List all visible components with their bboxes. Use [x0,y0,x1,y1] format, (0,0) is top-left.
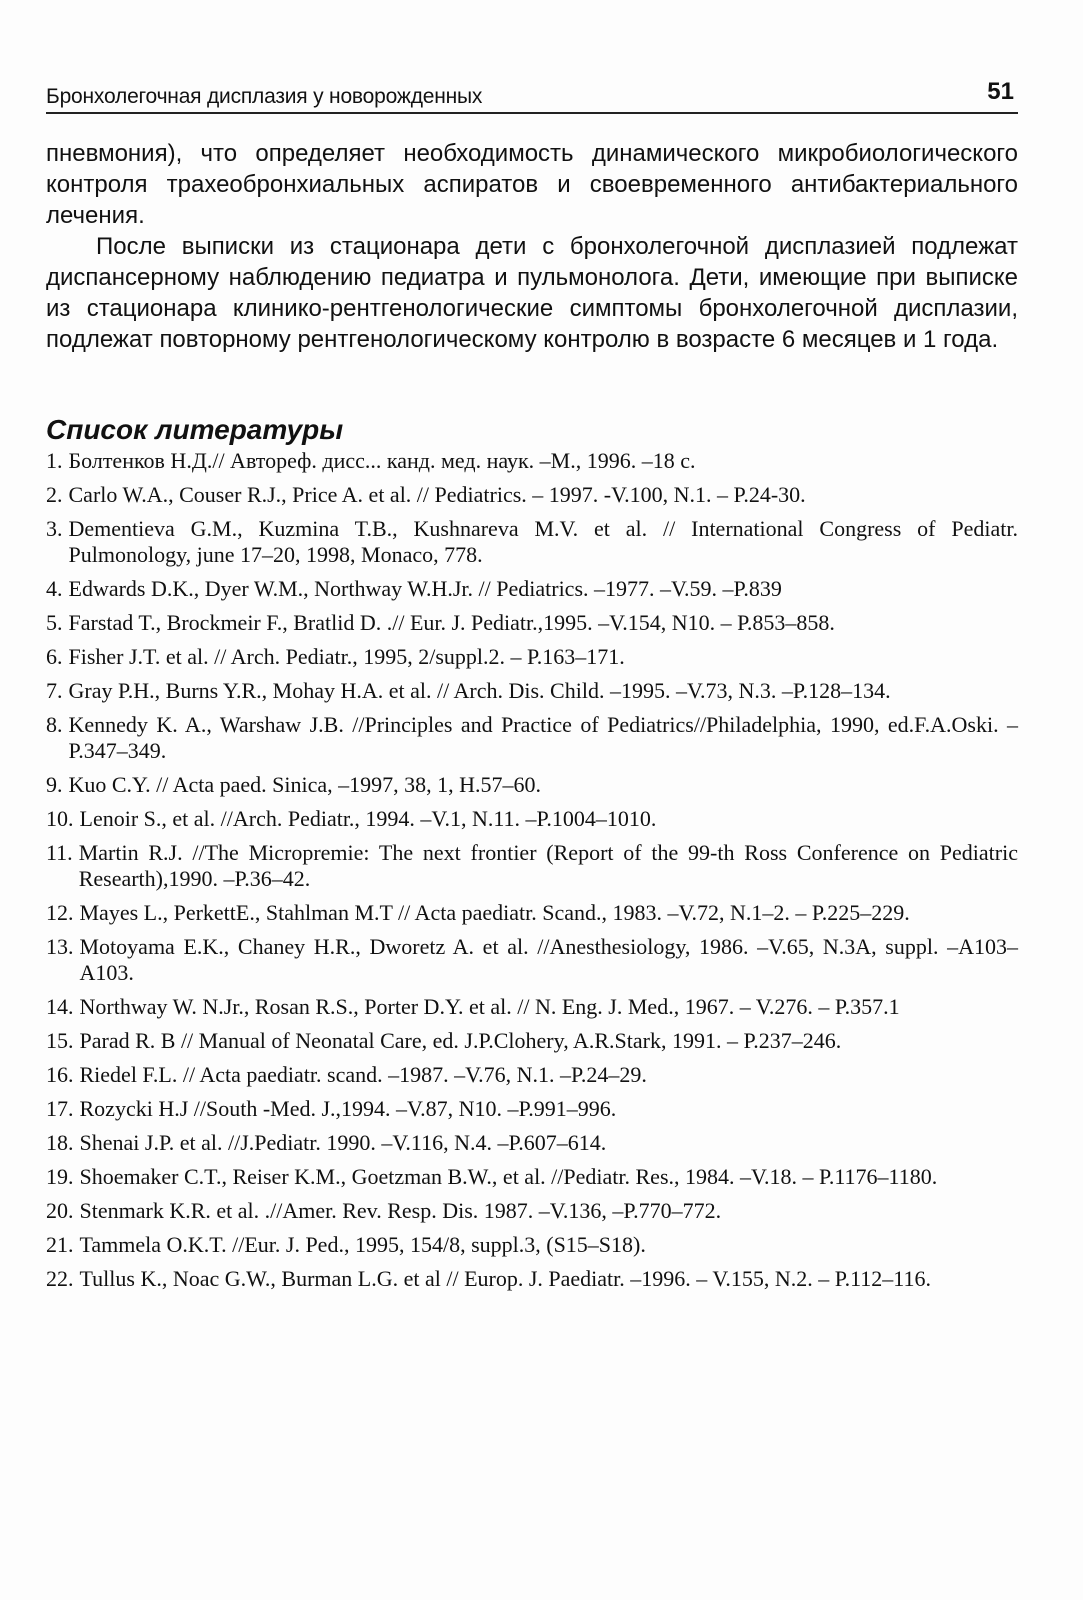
reference-item [46,576,1018,602]
reference-item [46,448,1018,474]
reference-number: 7. [46,678,63,703]
reference-number: 2. [46,482,63,507]
reference-text: Rozycki H.J //South -Med. J.,1994. –V.87, N10. –P.991–996. [79,1096,617,1121]
reference-number: 16. [46,1062,74,1087]
paragraph: После выписки из стационара дети с бронхолегочной дисплазией подлежат диспансерному наблюдению педиатра и пульмонолога. Дети, имеющие при выписке из стационара клинико-рентгенологические симптомы бронхолегочной дисплазии, подлежат повторному рентгенологическому контролю в возрасте 6 месяцев и 1 года. [46,233,1018,353]
reference-number: 19. [46,1164,74,1189]
reference-item [46,712,1018,764]
reference-number: 14. [46,994,74,1019]
reference-number: 1. [46,448,63,473]
references-heading: Список литературы [46,414,344,445]
reference-item [46,806,1018,832]
reference-item [46,772,1018,798]
reference-item [46,1164,1018,1190]
body-text [46,138,1018,355]
reference-text: Kuo C.Y. // Acta paed. Sinica, –1997, 38, 1, H.57–60. [68,772,542,797]
reference-number: 8. [46,712,63,737]
reference-text: Tammela O.K.T. //Eur. J. Ped., 1995, 154/8, suppl.3, (S15–S18). [79,1232,646,1257]
reference-item [46,516,1018,568]
page-number: 51 [987,78,1014,105]
reference-item [46,900,1018,926]
reference-number: 17. [46,1096,74,1121]
reference-text: Edwards D.K., Dyer W.M., Northway W.H.Jr. // Pediatrics. –1977. –V.59. –P.839 [68,576,782,601]
reference-number: 22. [46,1266,74,1291]
reference-item [46,1130,1018,1156]
reference-number: 12. [46,900,74,925]
running-header [46,78,1018,114]
reference-item [46,610,1018,636]
reference-item [46,644,1018,670]
reference-item [46,1232,1018,1258]
reference-text: Shoemaker C.T., Reiser K.M., Goetzman B.W., et al. //Pediatr. Res., 1984. –V.18. – P.1176–1180. [79,1164,938,1189]
reference-text: Stenmark K.R. et al. .//Amer. Rev. Resp. Dis. 1987. –V.136, –P.770–772. [79,1198,722,1223]
reference-text: Болтенков Н.Д.// Автореф. дисс... канд. мед. наук. –М., 1996. –18 с. [68,448,696,473]
reference-text: Gray P.H., Burns Y.R., Mohay H.A. et al. // Arch. Dis. Child. –1995. –V.73, N.3. –P.128–134. [68,678,891,703]
reference-item [46,1266,1018,1292]
reference-item [46,1096,1018,1122]
reference-number: 3. [46,516,63,541]
reference-number: 9. [46,772,63,797]
reference-text: Tullus K., Noac G.W., Burman L.G. et al // Europ. J. Paediatr. –1996. – V.155, N.2. – P.112–116. [79,1266,931,1291]
reference-number: 10. [46,806,74,831]
reference-number: 4. [46,576,63,601]
reference-text: Mayes L., PerkettE., Stahlman M.T // Acta paediatr. Scand., 1983. –V.72, N.1–2. – P.225–229. [79,900,910,925]
reference-number: 18. [46,1130,74,1155]
reference-text: Parad R. B // Manual of Neonatal Care, ed. J.P.Clohery, A.R.Stark, 1991. – P.237–246. [79,1028,842,1053]
reference-text: Dementieva G.M., Kuzmina T.B., Kushnareva M.V. et al. // International Congress of Pediatr. Pulmonology, june 17–20, 1998, Monaco, 778. [68,516,1018,567]
reference-number: 21. [46,1232,74,1257]
reference-text: Carlo W.A., Couser R.J., Price A. et al. // Pediatrics. – 1997. -V.100, N.1. – P.24-30. [68,482,806,507]
reference-number: 15. [46,1028,74,1053]
reference-number: 11. [46,840,73,865]
reference-text: Shenai J.P. et al. //J.Pediatr. 1990. –V.116, N.4. –P.607–614. [79,1130,607,1155]
reference-text: Martin R.J. //The Micropremie: The next frontier (Report of the 99-th Ross Conference on Pediatric Researth),1990. –P.36–42. [78,840,1018,891]
paragraph-continuation: пневмония), что определяет необходимость динамического микробиологического контроля трахеобронхиальных аспиратов и своевременного антибактериального лечения. [46,140,1018,229]
reference-list [46,448,1018,1300]
reference-item [46,482,1018,508]
running-title: Бронхолегочная дисплазия у новорожденных [46,85,483,108]
reference-number: 5. [46,610,63,635]
reference-item [46,994,1018,1020]
reference-item [46,1198,1018,1224]
reference-text: Fisher J.T. et al. // Arch. Pediatr., 1995, 2/suppl.2. – P.163–171. [68,644,625,669]
reference-text: Motoyama E.K., Chaney H.R., Dworetz A. et al. //Anesthesiology, 1986. –V.65, N.3A, suppl. –A103–A103. [79,934,1018,985]
reference-item [46,678,1018,704]
reference-item [46,934,1018,986]
reference-text: Kennedy K. A., Warshaw J.B. //Principles and Practice of Pediatrics//Philadelphia, 1990, ed.F.A.Oski. –P.347–349. [68,712,1018,763]
reference-number: 6. [46,644,63,669]
reference-text: Riedel F.L. // Acta paediatr. scand. –1987. –V.76, N.1. –P.24–29. [79,1062,647,1087]
reference-item [46,840,1018,892]
reference-item [46,1028,1018,1054]
reference-number: 13. [46,934,74,959]
reference-number: 20. [46,1198,74,1223]
reference-text: Northway W. N.Jr., Rosan R.S., Porter D.Y. et al. // N. Eng. J. Med., 1967. – V.276. – P.357.1 [79,994,900,1019]
reference-text: Lenoir S., et al. //Arch. Pediatr., 1994. –V.1, N.11. –P.1004–1010. [79,806,657,831]
reference-text: Farstad T., Brockmeir F., Bratlid D. .// Eur. J. Pediatr.,1995. –V.154, N10. – P.853–858. [68,610,835,635]
reference-item [46,1062,1018,1088]
